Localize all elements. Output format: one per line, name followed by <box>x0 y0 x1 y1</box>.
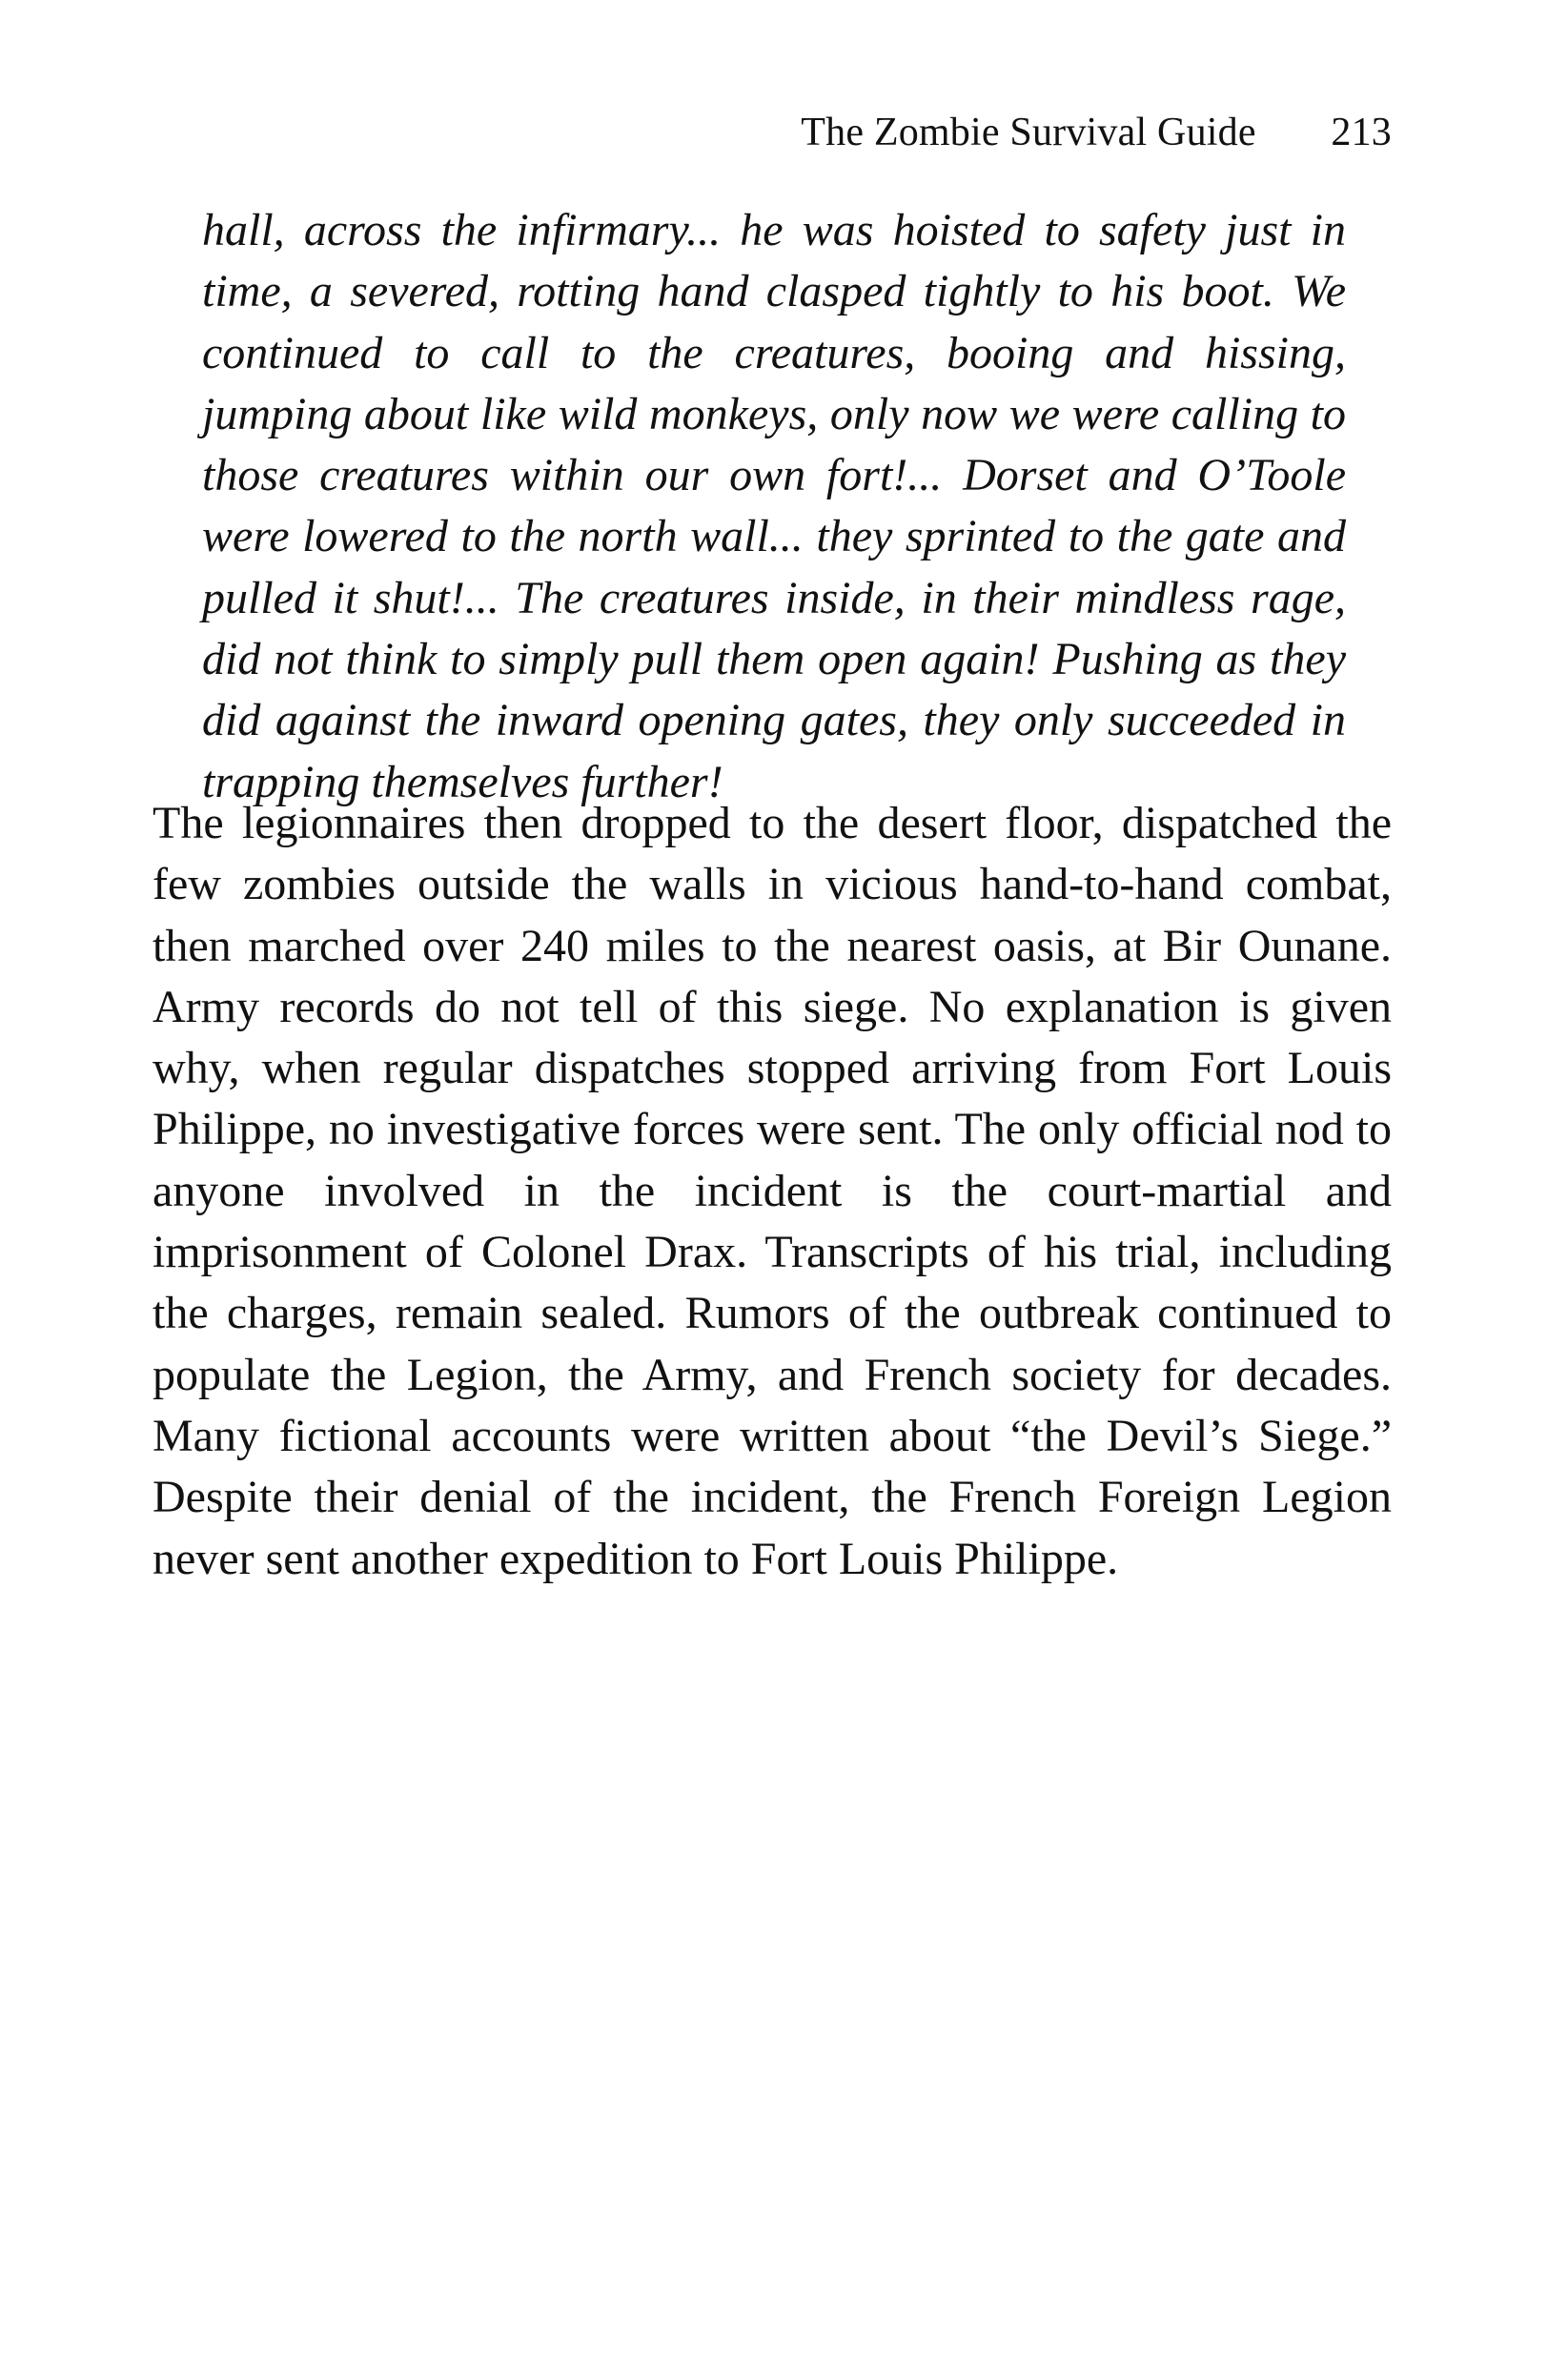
body-paragraph: The legionnaires then dropped to the desert floor, dispatched the few zombies outside the walls in vicious hand-to-hand combat, then marched over 240 miles to the nearest oasis, at Bir Ounane. Army records do not tell of this siege. No explanation is given why, when regular dispatches stopped arriving from Fort Louis Philippe, no investigative forces were sent. The only official nod to anyone involved in the incident is the court-martial and imprisonment of Colonel Drax. Transcripts of his trial, including the charges, remain sealed. Rumors of the outbreak continued to populate the Legion, the Army, and French society for decades. Many fictional accounts were written about “the Devil’s Siege.” Despite their denial of the incident, the French Foreign Legion never sent another expedition to Fort Louis Philippe. <box>153 798 1392 1584</box>
running-header <box>801 112 1392 153</box>
page-number: 213 <box>1331 111 1392 154</box>
italic-excerpt: hall, across the infirmary... he was hoisted to safety just in time, a severed, rotting hand clasped tightly to his boot. We continued to call to the creatures, booing and hissing, jumping about like wild monkeys, only now we were calling to those creatures within our own fort!... Dorset and O’Toole were lowered to the north wall... they sprinted to the gate and pulled it shut!... The creatures inside, in their mindless rage, did not think to simply pull them open again! Pushing as they did against the inward opening gates, they only succeeded in trapping themselves further! <box>202 205 1346 807</box>
book-title: The Zombie Survival Guide <box>801 111 1256 154</box>
